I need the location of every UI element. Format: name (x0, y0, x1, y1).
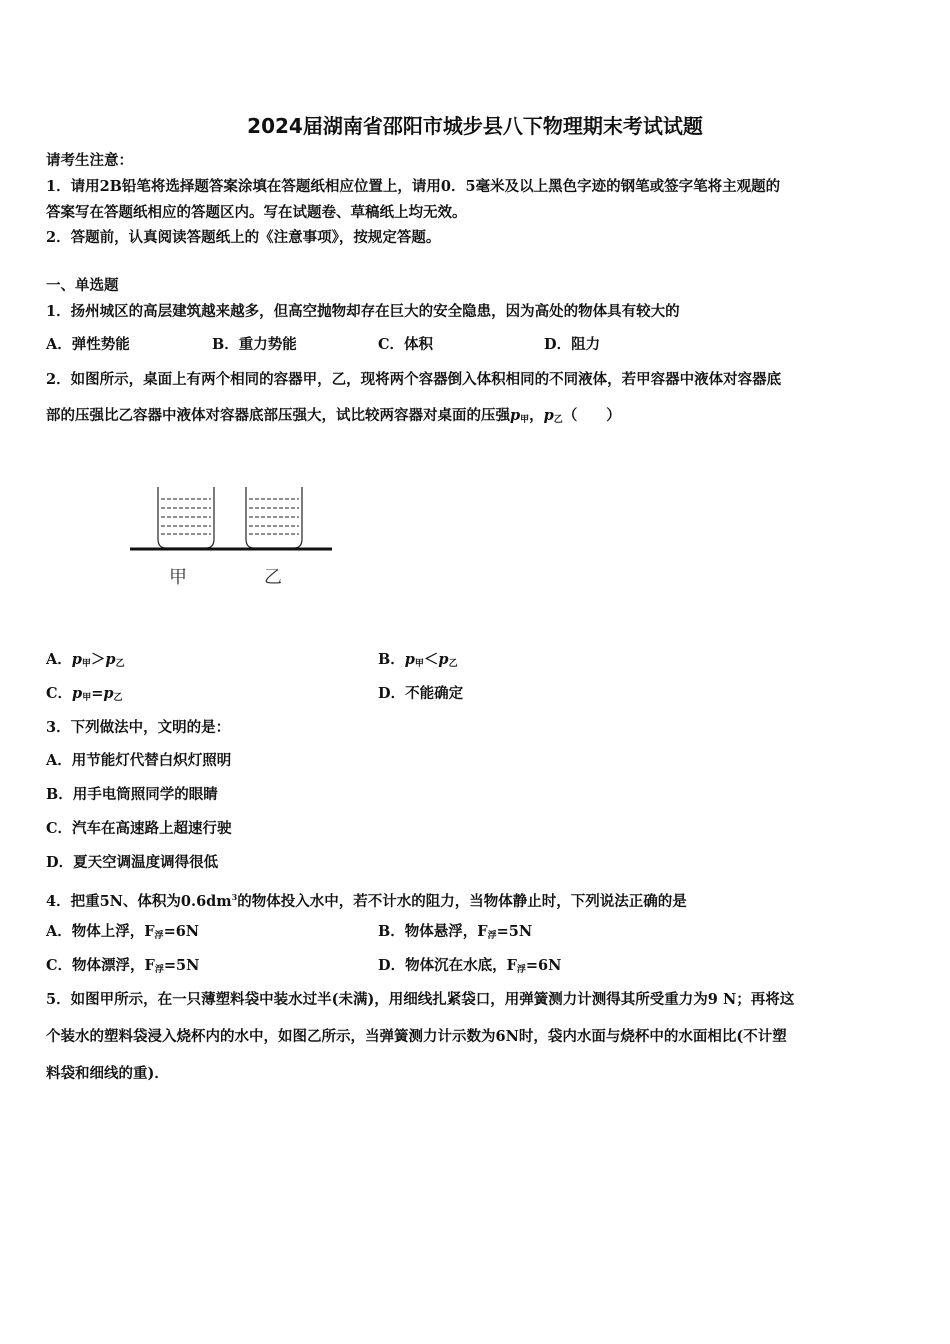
q2-option-b[interactable]: B．$p_甲<p_乙$ (378, 651, 458, 669)
containers-figure (120, 475, 340, 555)
section-heading: 一、单选题 (46, 277, 119, 294)
q1-option-c[interactable]: C．体积 (378, 336, 434, 353)
q3-option-a[interactable]: A．用节能灯代替白炽灯照明 (46, 752, 232, 769)
q1-option-a[interactable]: A．弹性势能 (46, 336, 130, 353)
notice-heading: 请考生注意： (46, 152, 133, 169)
notice-line-1: 1．请用2B铅笔将选择题答案涂填在答题纸相应位置上，请用0．5毫米及以上黑色字迹的钢笔或签字笔将主观题的 (46, 178, 781, 195)
q4-option-a[interactable]: A．物体上浮，$F_浮=6N$ (46, 923, 200, 941)
q3-option-b[interactable]: B．用手电筒照同学的眼睛 (46, 786, 218, 803)
q4-option-c[interactable]: C．物体漂浮，$F_浮=5N$ (46, 957, 200, 975)
q4-stem: 4．把重5N、体积为$0.6dm^3$的物体投入水中，若不计水的阻力，当物体静止时，下列说法正确的是 (46, 892, 687, 910)
q2-option-d[interactable]: D．不能确定 (378, 685, 464, 702)
q4-option-b[interactable]: B．物体悬浮，$F_浮=5N$ (378, 923, 533, 941)
q5-stem-line-3: 料袋和细线的重)． (46, 1065, 169, 1082)
q2-option-c[interactable]: C．$p_甲=p_乙$ (46, 685, 123, 703)
q2-option-a[interactable]: A．$p_甲>p_乙$ (46, 651, 125, 669)
container-jia (158, 487, 214, 548)
notice-line-2: 答案写在答题纸相应的答题区内。写在试题卷、草稿纸上均无效。 (46, 204, 467, 221)
q1-option-b[interactable]: B．重力势能 (212, 336, 297, 353)
notice-line-3: 2．答题前，认真阅读答题纸上的《注意事项》，按规定答题。 (46, 229, 441, 246)
q3-option-d[interactable]: D．夏天空调温度调得很低 (46, 854, 219, 871)
q1-option-d[interactable]: D．阻力 (544, 336, 601, 353)
figure-label-jia: 甲 (169, 567, 187, 588)
container-yi (246, 487, 302, 548)
q5-stem-line-2: 个装水的塑料袋浸入烧杯内的水中，如图乙所示，当弹簧测力计示数为6N时，袋内水面与烧杯中的水面相比(不计塑 (46, 1028, 787, 1045)
q1-stem: 1．扬州城区的高层建筑越来越多，但高空抛物却存在巨大的安全隐患，因为高处的物体具有较大的 (46, 303, 680, 320)
q2-stem-line-2: 部的压强比乙容器中液体对容器底部压强大，试比较两容器对桌面的压强$p_甲$，$p_乙$（ ） (46, 407, 621, 425)
q2-stem-line-1: 2．如图所示，桌面上有两个相同的容器甲，乙，现将两个容器倒入体积相同的不同液体，若甲容器中液体对容器底 (46, 371, 782, 388)
figure-label-yi: 乙 (264, 567, 282, 588)
q4-option-d[interactable]: D．物体沉在水底，$F_浮=6N$ (378, 957, 562, 975)
page-title: 2024届湖南省邵阳市城步县八下物理期末考试试题 (247, 114, 703, 138)
q3-option-c[interactable]: C．汽车在高速路上超速行驶 (46, 820, 232, 837)
q5-stem-line-1: 5．如图甲所示，在一只薄塑料袋中装水过半(未满)，用细线扎紧袋口，用弹簧测力计测得其所受重力为9 N；再将这 (46, 991, 795, 1008)
q3-stem: 3．下列做法中，文明的是： (46, 719, 231, 736)
